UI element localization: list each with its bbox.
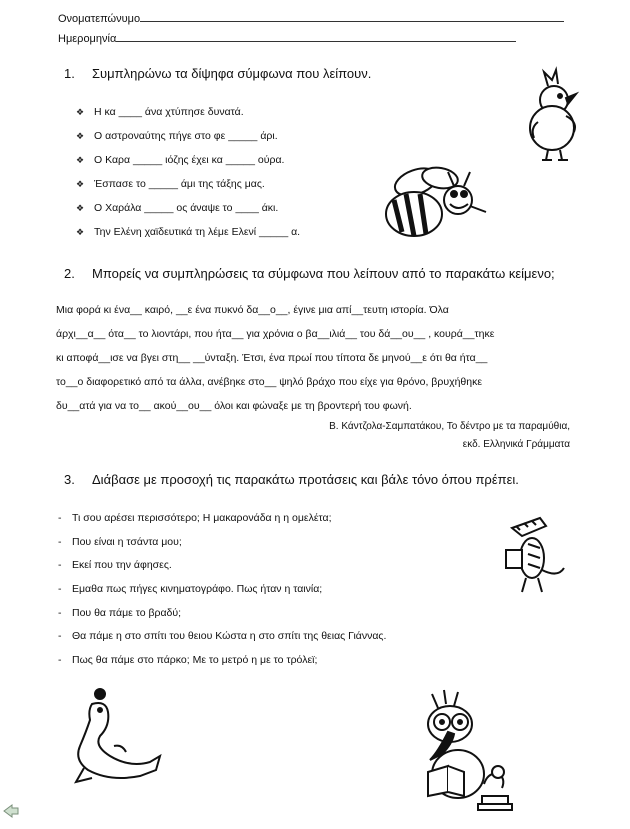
question-1-list — [76, 104, 300, 248]
list-item: - Εμαθα πως πήγες κινηματογράφο. Πως ήταν η ταινία; — [58, 583, 323, 596]
name-label: Ονοματεπώνυμο — [58, 13, 141, 25]
list-item: - Εκεί που την άφησες. — [58, 559, 172, 572]
question-1-title — [64, 66, 371, 82]
list-item: - Θα πάμε η στο σπίτι του θειου Κώστα η στο σπίτι της θειας Γιάννας. — [58, 630, 387, 643]
diamond-bullet-icon: ❖ — [76, 131, 85, 141]
question-3-text: Διάβασε με προσοχή τις παρακάτω προτάσεις και βάλε τόνο όπου πρέπει. — [92, 472, 519, 487]
name-blank — [140, 10, 564, 22]
question-1-number: 1. — [64, 66, 75, 81]
question-3-number: 3. — [64, 472, 75, 487]
source-line: εκδ. Ελληνικά Γράμματα — [462, 439, 570, 450]
bird-reading-illustration-icon — [408, 688, 528, 812]
diamond-bullet-icon: ❖ — [76, 203, 85, 213]
diamond-bullet-icon: ❖ — [76, 227, 85, 237]
list-item: ❖ Η κα ____ άνα χτύπησε δυνατά. — [76, 106, 244, 118]
date-blank — [116, 30, 516, 42]
paragraph-line: δυ__ατά για να το__ ακού__ου__ όλοι και φώναξε με τη βροντερή του φωνή. — [56, 400, 412, 412]
question-1-text: Συμπληρώνω τα δίψηφα σύμφωνα που λείπουν. — [92, 66, 372, 81]
paragraph-line: το__ο διαφορετικό από τα άλλα, ανέβηκε στο__ ψηλό βράχο που είχε για θρόνο, βρυχήθηκε — [56, 376, 483, 388]
date-line — [58, 30, 516, 46]
seal-illustration-icon — [70, 686, 166, 790]
list-item: - Πως θα πάμε στο πάρκο; Με το μετρό η με το τρόλεϊ; — [58, 654, 318, 667]
paragraph-line: άρχι__α__ ότα__ το λιοντάρι, που ήτα__ για χρόνια ο βα__ιλιά__ του δά__ου__ , κουρά__τηκε — [56, 328, 495, 340]
chick-illustration-icon — [518, 66, 590, 166]
question-2-text: Μπορείς να συμπληρώσεις τα σύμφωνα που λείπουν από το παρακάτω κείμενο; — [92, 266, 555, 281]
list-item: - Που είναι η τσάντα μου; — [58, 535, 182, 548]
list-item: - Που θα πάμε το βραδύ; — [58, 606, 182, 619]
question-2-number: 2. — [64, 266, 75, 281]
question-2-title — [64, 266, 555, 282]
back-arrow-icon[interactable] — [2, 803, 20, 819]
text-source — [329, 418, 570, 454]
crocodile-illustration-icon — [500, 514, 570, 598]
question-2-paragraph — [56, 302, 576, 422]
list-item: ❖ Έσπασε το _____ άμι της τάξης μας. — [76, 178, 265, 190]
diamond-bullet-icon: ❖ — [76, 155, 85, 165]
name-line — [58, 10, 564, 26]
paragraph-line: Μια φορά κι ένα__ καιρό, __ε ένα πυκνό δα__ο__, έγινε μια απί__τευτη ιστορία. Όλα — [56, 304, 449, 316]
diamond-bullet-icon: ❖ — [76, 107, 85, 117]
list-item: ❖ Ο Χαράλα _____ ος άναψε το ____ άκι. — [76, 202, 279, 214]
list-item: ❖ Ο αστροναύτης πήγε στο φε _____ άρι. — [76, 130, 278, 142]
date-label: Ημερομηνία — [58, 33, 117, 45]
list-item: - Τι σου αρέσει περισσότερο; Η μακαρονάδα η η ομελέτα; — [58, 512, 332, 524]
source-line: Β. Κάντζολα-Σαμπατάκου, Το δέντρο με τα παραμύθια, — [329, 421, 570, 432]
bee-illustration-icon — [378, 162, 496, 240]
question-3-list — [58, 510, 386, 676]
paragraph-line: κι αποφά__ισε να βγει στη__ __ύνταξη. Έτσι, ένα πρωί που τίποτα δε μηνού__ε ότι θα ήτα__ — [56, 352, 488, 364]
list-item: ❖ Ο Καρα _____ ιόζης έχει κα _____ ούρα. — [76, 154, 285, 166]
list-item: ❖ Την Ελένη χαϊδευτικά τη λέμε Ελενί _____ α. — [76, 226, 301, 238]
question-3-title — [64, 472, 519, 488]
diamond-bullet-icon: ❖ — [76, 179, 85, 189]
